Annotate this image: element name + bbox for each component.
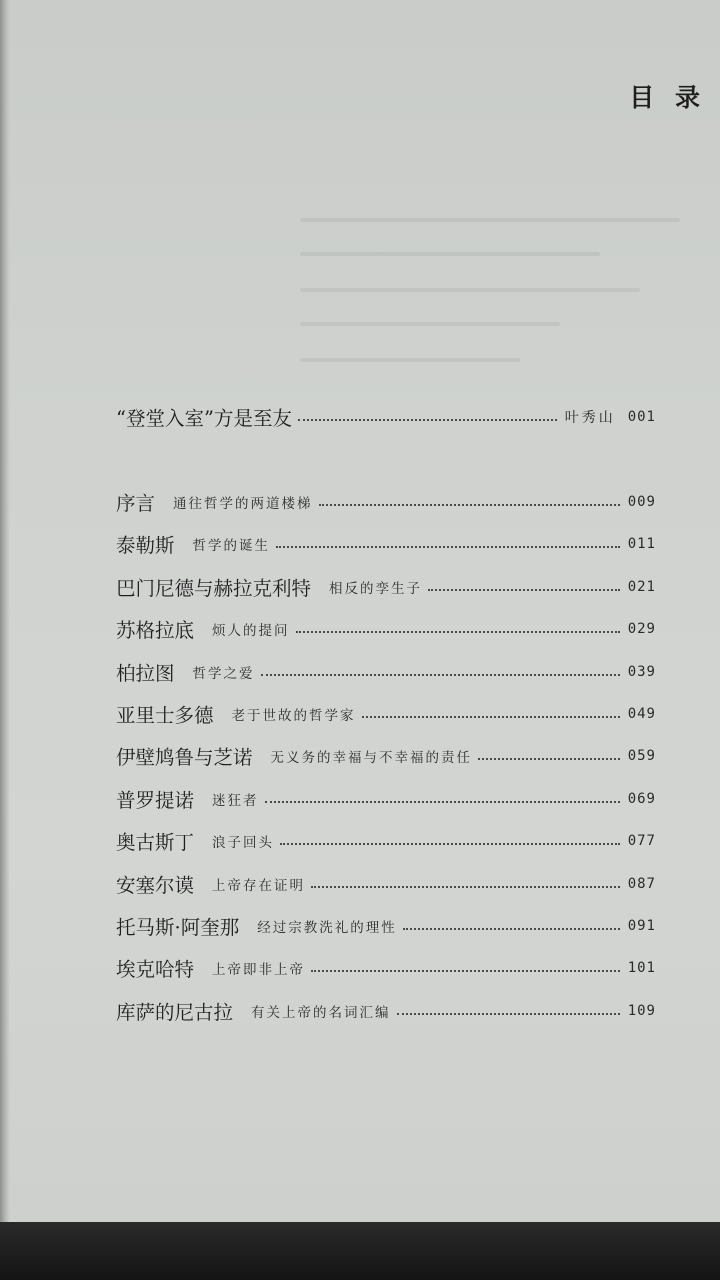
toc-page-number: 001 <box>627 409 656 425</box>
toc-page-number: 109 <box>627 1002 656 1019</box>
toc-page-number: 087 <box>627 875 656 892</box>
toc-entry[interactable] <box>116 657 656 687</box>
show-through-line <box>300 322 560 326</box>
toc-entry[interactable] <box>116 911 656 941</box>
toc-chapter-title: 泰勒斯 <box>116 534 175 558</box>
toc-entry[interactable] <box>116 614 656 644</box>
page-edge-shadow <box>0 0 10 1222</box>
background-surface <box>0 1222 720 1280</box>
toc-chapter-title: 序言 <box>116 492 156 515</box>
toc-page-number: 039 <box>627 663 656 680</box>
toc-chapter-title: 伊壁鸠鲁与芝诺 <box>116 746 253 770</box>
toc-entry[interactable] <box>116 572 656 602</box>
show-through-line <box>300 252 600 256</box>
toc-leader-dots <box>397 1013 620 1015</box>
toc-subtitle: 通往哲学的两道楼梯 <box>173 496 313 512</box>
toc-subtitle: 老于世故的哲学家 <box>231 708 356 724</box>
toc-entry[interactable] <box>116 953 656 983</box>
toc-page-number: 009 <box>627 494 656 510</box>
toc-page-number: 077 <box>627 833 656 850</box>
toc-page-number: 059 <box>627 748 656 765</box>
toc-chapter-title: 库萨的尼古拉 <box>116 1000 234 1024</box>
toc-chapter-title: 托马斯·阿奎那 <box>116 916 240 939</box>
toc-chapter-title: 苏格拉底 <box>116 619 195 643</box>
toc-subtitle: 哲学的诞生 <box>192 538 271 555</box>
page-title: 目 录 <box>629 83 706 112</box>
toc-leader-dots <box>276 546 620 548</box>
toc-leader-dots <box>311 886 620 888</box>
toc-entry[interactable] <box>116 699 656 729</box>
toc-chapter-title: 安塞尔谟 <box>116 873 195 897</box>
toc-subtitle: 经过宗教洗礼的理性 <box>257 920 397 936</box>
toc-subtitle: 迷狂者 <box>212 792 259 809</box>
toc-subtitle: 上帝存在证明 <box>212 877 306 894</box>
toc-page-number: 011 <box>627 536 656 553</box>
toc-chapter-title: 奥古斯丁 <box>116 831 195 855</box>
toc-page-number: 069 <box>627 790 656 807</box>
toc-chapter-title: 埃克哈特 <box>116 958 195 982</box>
toc-page-number: 091 <box>627 918 656 934</box>
toc-leader-dots <box>319 504 620 506</box>
show-through-line <box>300 288 640 292</box>
toc-subtitle: 有关上帝的名词汇编 <box>251 1004 391 1021</box>
toc-leader-dots <box>265 801 620 803</box>
toc-leader-dots <box>428 589 620 591</box>
toc-entry[interactable] <box>116 529 656 559</box>
toc-chapter-title: 巴门尼德与赫拉克利特 <box>116 576 312 600</box>
toc-leader-dots <box>261 674 620 676</box>
toc-chapter-title: 亚里士多德 <box>116 704 214 727</box>
toc-page-number: 021 <box>627 578 656 595</box>
toc-leader-dots <box>311 970 620 972</box>
toc-entry[interactable] <box>116 869 656 899</box>
toc-subtitle: 浪子回头 <box>212 835 275 852</box>
toc-subtitle: 无义务的幸福与不幸福的责任 <box>270 750 473 767</box>
toc-chapter-title: “登堂入室”方是至友 <box>116 407 292 430</box>
toc-page-number: 101 <box>627 960 656 977</box>
toc-leader-dots <box>298 419 557 421</box>
toc-leader-dots <box>478 758 620 760</box>
toc-leader-dots <box>362 716 620 718</box>
toc-subtitle: 哲学之爱 <box>192 665 255 682</box>
toc-entry[interactable] <box>116 996 656 1026</box>
toc-subtitle: 上帝即非上帝 <box>212 962 306 979</box>
toc-leader-dots <box>403 928 620 930</box>
toc-author: 叶秀山 <box>564 410 616 426</box>
toc-leader-dots <box>280 843 620 845</box>
toc-chapter-title: 柏拉图 <box>116 661 175 685</box>
toc-entry-foreword[interactable] <box>116 402 656 432</box>
toc-subtitle: 烦人的提问 <box>212 623 290 640</box>
toc-chapter-title: 普罗提诺 <box>116 788 195 812</box>
toc-leader-dots <box>296 631 620 633</box>
toc-entry[interactable] <box>116 826 656 856</box>
toc-page-number: 029 <box>627 621 656 638</box>
toc-subtitle: 相反的孪生子 <box>329 580 423 597</box>
show-through-line <box>300 218 680 222</box>
toc-entry[interactable] <box>116 741 656 771</box>
toc-entry[interactable] <box>116 784 656 814</box>
toc-entry[interactable] <box>116 487 656 517</box>
toc-page-number: 049 <box>627 706 656 722</box>
show-through-line <box>300 358 520 362</box>
